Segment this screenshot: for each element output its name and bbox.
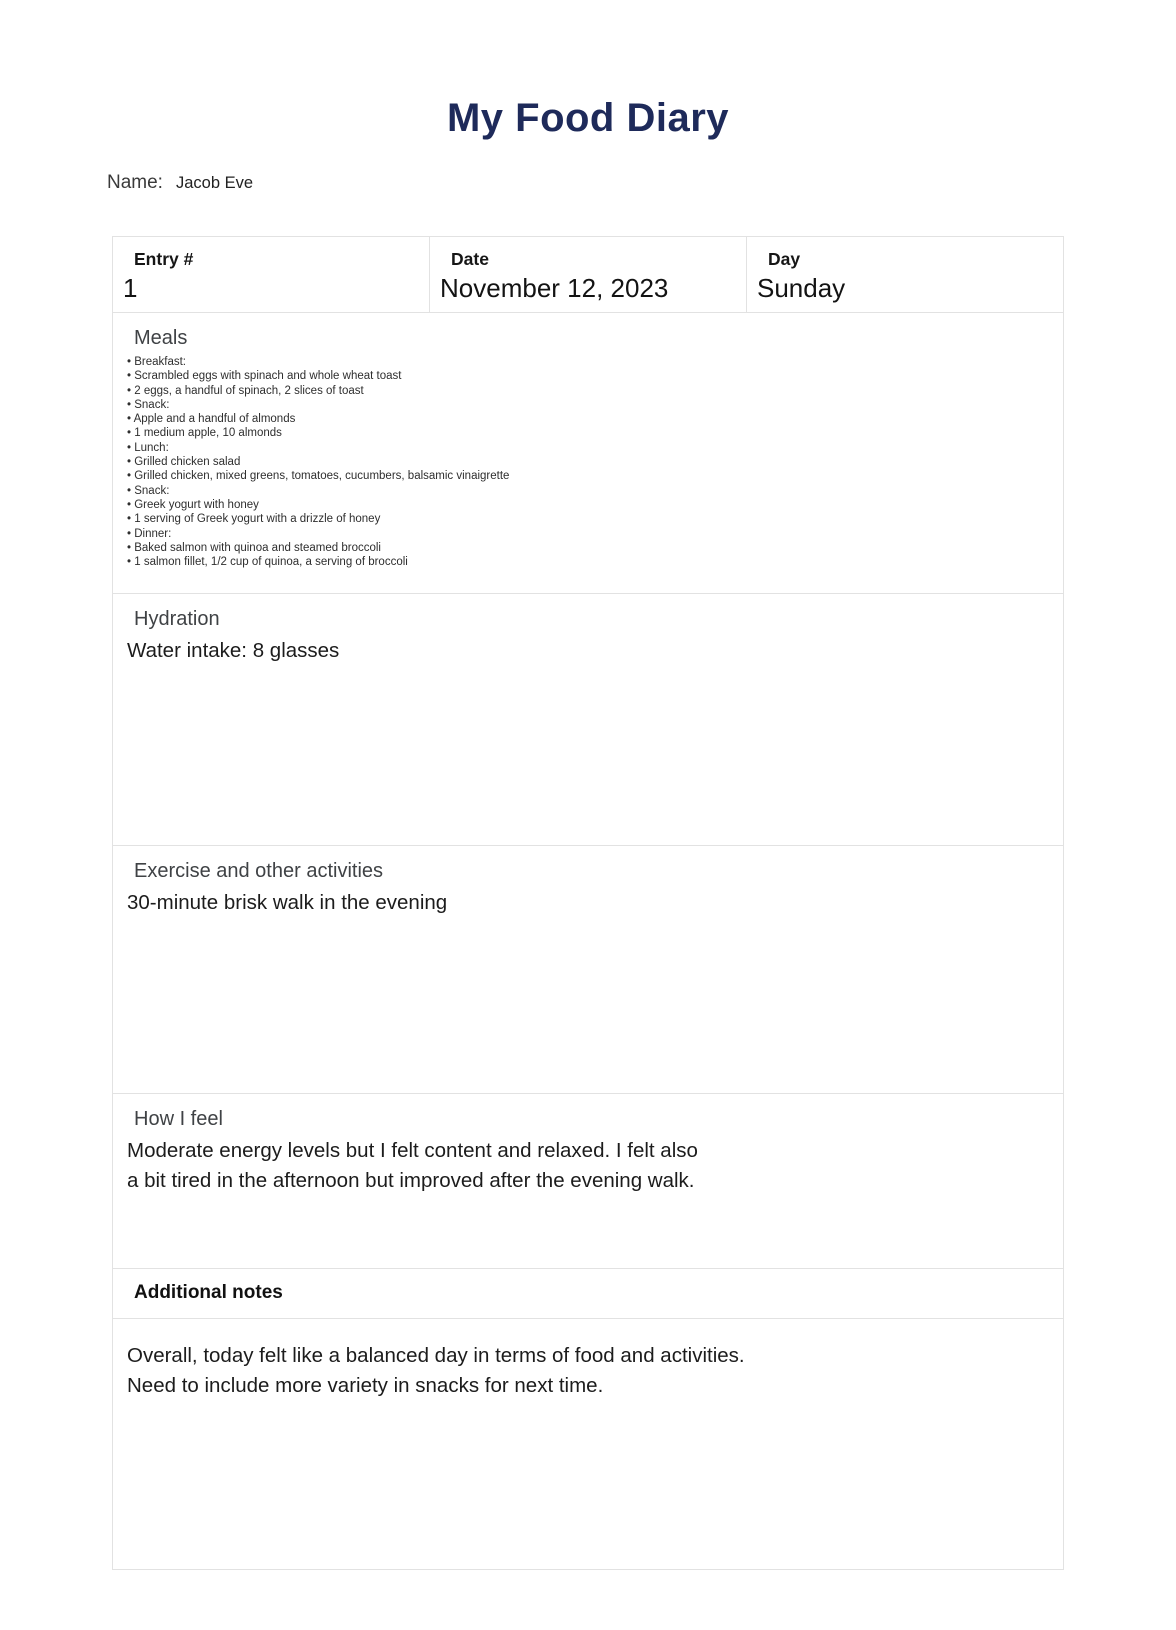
page-title: My Food Diary (446, 96, 730, 140)
meal-list-item: • 1 salmon fillet, 1/2 cup of quinoa, a serving of broccoli (127, 555, 1045, 569)
notes-heading-row (113, 1269, 1064, 1319)
meal-list-item: • Scrambled eggs with spinach and whole wheat toast (127, 369, 1045, 383)
meal-list-item: • Dinner: (127, 527, 1045, 541)
hydration-row (113, 594, 1064, 846)
meal-list-item: • Grilled chicken salad (127, 455, 1045, 469)
exercise-text: 30-minute brisk walk in the evening (127, 891, 448, 914)
meal-list-item: • Snack: (127, 484, 1045, 498)
meals-row (113, 313, 1064, 594)
day-cell (747, 237, 1064, 313)
meal-list-item: • Baked salmon with quinoa and steamed broccoli (127, 541, 1045, 555)
meal-list-item: • Apple and a handful of almonds (127, 412, 1045, 426)
meal-list-item: • Snack: (127, 398, 1045, 412)
meal-list-item: • Breakfast: (127, 355, 1045, 369)
day-label: Day (768, 249, 801, 269)
entry-number-cell (113, 237, 430, 313)
notes-heading: Additional notes (134, 1282, 283, 1303)
meal-list-item: • 1 medium apple, 10 almonds (127, 426, 1045, 440)
feelings-section (113, 1094, 1064, 1269)
meals-section (113, 313, 1064, 594)
feelings-text-line: Moderate energy levels but I felt content and relaxed. I felt also (127, 1139, 698, 1162)
notes-text (127, 1341, 1045, 1401)
meal-list-item: • Lunch: (127, 441, 1045, 455)
notes-heading-cell (113, 1269, 1064, 1319)
entry-number-label: Entry # (134, 249, 194, 269)
exercise-heading: Exercise and other activities (134, 860, 384, 882)
hydration-text: Water intake: 8 glasses (127, 639, 340, 662)
date-label: Date (451, 249, 489, 269)
date-cell (430, 237, 747, 313)
entry-header-row (113, 237, 1064, 313)
hydration-heading: Hydration (134, 608, 220, 630)
name-label: Name: (107, 172, 163, 193)
meal-list-item: • 1 serving of Greek yogurt with a drizzle of honey (127, 512, 1045, 526)
feelings-text (127, 1136, 1045, 1195)
notes-section (113, 1319, 1064, 1570)
feelings-row (113, 1094, 1064, 1269)
notes-text-line: Need to include more variety in snacks for next time. (127, 1374, 604, 1397)
entry-number-value: 1 (123, 273, 138, 303)
meal-list-item: • 2 eggs, a handful of spinach, 2 slices of toast (127, 384, 1045, 398)
meal-list-item: • Grilled chicken, mixed greens, tomatoes, cucumbers, balsamic vinaigrette (127, 469, 1045, 483)
diary-entry-table (112, 236, 1064, 1570)
feelings-text-line: a bit tired in the afternoon but improved after the evening walk. (127, 1168, 695, 1192)
notes-body-row (113, 1319, 1064, 1570)
hydration-section (113, 594, 1064, 846)
exercise-row (113, 846, 1064, 1094)
name-row (107, 172, 1176, 194)
name-value: Jacob Eve (175, 174, 254, 192)
meal-list-item: • Greek yogurt with honey (127, 498, 1045, 512)
meals-heading: Meals (134, 327, 188, 349)
notes-text-line: Overall, today felt like a balanced day in terms of food and activities. (127, 1344, 745, 1367)
feelings-heading: How I feel (134, 1108, 223, 1130)
meals-list (127, 355, 1045, 569)
exercise-section (113, 846, 1064, 1094)
day-value: Sunday (757, 273, 846, 303)
date-value: November 12, 2023 (440, 273, 669, 303)
